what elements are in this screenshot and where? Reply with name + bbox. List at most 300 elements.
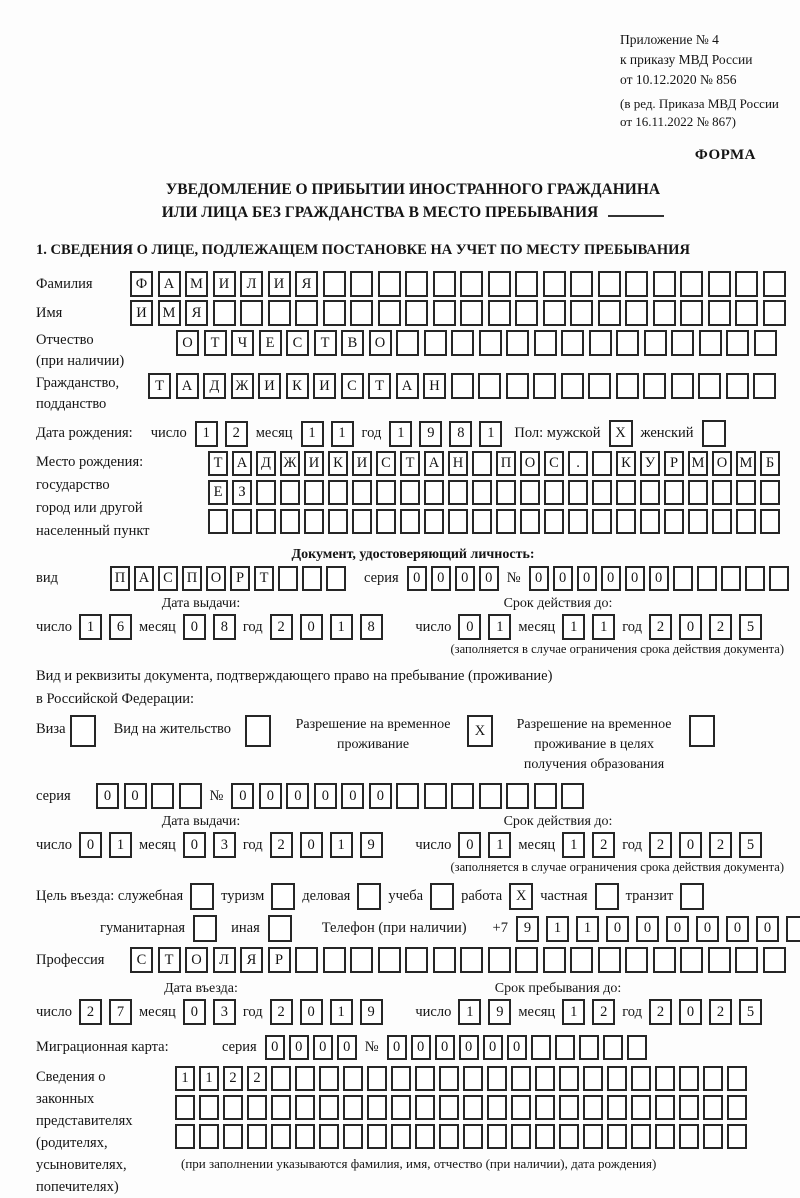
char-cell[interactable]	[735, 947, 758, 973]
char-cell[interactable]	[655, 1095, 675, 1120]
char-cell[interactable]: 0	[407, 566, 427, 591]
char-cell[interactable]	[448, 480, 468, 505]
char-cell[interactable]	[559, 1066, 579, 1091]
char-cell[interactable]: У	[640, 451, 660, 476]
char-cell[interactable]	[786, 916, 800, 942]
char-cell[interactable]: Е	[259, 330, 282, 356]
char-cell[interactable]	[506, 373, 529, 399]
char-cell[interactable]	[511, 1066, 531, 1091]
char-cell[interactable]: 0	[435, 1035, 455, 1060]
char-cell[interactable]: 0	[679, 614, 702, 640]
char-cell[interactable]	[175, 1095, 195, 1120]
char-cell[interactable]: Д	[203, 373, 226, 399]
char-cell[interactable]	[223, 1095, 243, 1120]
char-cell[interactable]	[598, 300, 621, 326]
char-cell[interactable]	[179, 783, 202, 809]
char-cell[interactable]: З	[232, 480, 252, 505]
char-cell[interactable]: 1	[330, 999, 353, 1025]
doc-type-field[interactable]	[110, 566, 346, 591]
char-cell[interactable]: 0	[300, 832, 323, 858]
char-cell[interactable]	[376, 509, 396, 534]
char-cell[interactable]	[460, 300, 483, 326]
char-cell[interactable]: 0	[231, 783, 254, 809]
char-cell[interactable]	[280, 480, 300, 505]
char-cell[interactable]: 0	[411, 1035, 431, 1060]
char-cell[interactable]	[378, 947, 401, 973]
char-cell[interactable]: А	[424, 451, 444, 476]
char-cell[interactable]: И	[130, 300, 153, 326]
char-cell[interactable]	[631, 1124, 651, 1149]
char-cell[interactable]: 0	[507, 1035, 527, 1060]
char-cell[interactable]: 2	[592, 999, 615, 1025]
char-cell[interactable]	[544, 509, 564, 534]
char-cell[interactable]: А	[232, 451, 252, 476]
char-cell[interactable]	[653, 300, 676, 326]
char-cell[interactable]	[535, 1124, 555, 1149]
char-cell[interactable]	[433, 271, 456, 297]
char-cell[interactable]	[378, 271, 401, 297]
char-cell[interactable]	[643, 373, 666, 399]
char-cell[interactable]	[295, 947, 318, 973]
char-cell[interactable]	[515, 271, 538, 297]
char-cell[interactable]: Л	[240, 271, 263, 297]
char-cell[interactable]: А	[158, 271, 181, 297]
char-cell[interactable]: 2	[649, 832, 672, 858]
char-cell[interactable]: И	[304, 451, 324, 476]
char-cell[interactable]	[424, 509, 444, 534]
char-cell[interactable]: 0	[79, 832, 102, 858]
char-cell[interactable]: 0	[483, 1035, 503, 1060]
char-cell[interactable]	[323, 271, 346, 297]
char-cell[interactable]: 0	[265, 1035, 285, 1060]
char-cell[interactable]: 0	[337, 1035, 357, 1060]
char-cell[interactable]	[616, 480, 636, 505]
char-cell[interactable]: 0	[606, 916, 629, 942]
purpose-tourism-checkbox[interactable]	[271, 883, 295, 910]
char-cell[interactable]: 2	[709, 614, 732, 640]
char-cell[interactable]: 2	[709, 832, 732, 858]
char-cell[interactable]: О	[369, 330, 392, 356]
char-cell[interactable]: А	[396, 373, 419, 399]
char-cell[interactable]	[350, 300, 373, 326]
char-cell[interactable]: 1	[546, 916, 569, 942]
char-cell[interactable]	[680, 300, 703, 326]
char-cell[interactable]: Р	[664, 451, 684, 476]
char-cell[interactable]	[727, 1124, 747, 1149]
char-cell[interactable]	[271, 1095, 291, 1120]
char-cell[interactable]: С	[130, 947, 153, 973]
char-cell[interactable]	[631, 1066, 651, 1091]
char-cell[interactable]: 2	[223, 1066, 243, 1091]
char-cell[interactable]: 0	[183, 832, 206, 858]
char-cell[interactable]	[769, 566, 789, 591]
char-cell[interactable]	[583, 1095, 603, 1120]
char-cell[interactable]	[664, 509, 684, 534]
char-cell[interactable]: С	[544, 451, 564, 476]
char-cell[interactable]	[487, 1124, 507, 1149]
mig-number-field[interactable]	[387, 1035, 647, 1060]
entry-month-field[interactable]	[183, 999, 236, 1025]
char-cell[interactable]	[607, 1124, 627, 1149]
char-cell[interactable]	[727, 1066, 747, 1091]
char-cell[interactable]	[352, 480, 372, 505]
char-cell[interactable]	[295, 300, 318, 326]
char-cell[interactable]: 0	[649, 566, 669, 591]
purpose-other-checkbox[interactable]	[268, 915, 292, 942]
purpose-business-checkbox[interactable]	[357, 883, 381, 910]
char-cell[interactable]: О	[712, 451, 732, 476]
char-cell[interactable]	[350, 947, 373, 973]
char-cell[interactable]: 2	[649, 999, 672, 1025]
char-cell[interactable]: Ж	[280, 451, 300, 476]
char-cell[interactable]: 0	[679, 832, 702, 858]
char-cell[interactable]	[515, 300, 538, 326]
char-cell[interactable]	[568, 480, 588, 505]
char-cell[interactable]	[559, 1095, 579, 1120]
char-cell[interactable]	[698, 373, 721, 399]
char-cell[interactable]: 0	[459, 1035, 479, 1060]
char-cell[interactable]	[561, 373, 584, 399]
char-cell[interactable]	[583, 1066, 603, 1091]
char-cell[interactable]	[350, 271, 373, 297]
char-cell[interactable]	[396, 783, 419, 809]
char-cell[interactable]	[496, 509, 516, 534]
char-cell[interactable]: 0	[458, 832, 481, 858]
doc-issue-day-field[interactable]	[79, 614, 132, 640]
char-cell[interactable]	[391, 1124, 411, 1149]
char-cell[interactable]	[488, 300, 511, 326]
char-cell[interactable]	[472, 480, 492, 505]
char-cell[interactable]: 1	[562, 999, 585, 1025]
char-cell[interactable]: 0	[666, 916, 689, 942]
char-cell[interactable]: 1	[331, 421, 354, 447]
char-cell[interactable]	[625, 947, 648, 973]
char-cell[interactable]	[673, 566, 693, 591]
char-cell[interactable]: 1	[488, 832, 511, 858]
char-cell[interactable]: .	[568, 451, 588, 476]
doc-issue-month-field[interactable]	[183, 614, 236, 640]
char-cell[interactable]	[405, 947, 428, 973]
char-cell[interactable]: 5	[739, 832, 762, 858]
char-cell[interactable]: 2	[270, 614, 293, 640]
citizenship-field[interactable]	[148, 373, 776, 399]
char-cell[interactable]	[664, 480, 684, 505]
char-cell[interactable]	[763, 947, 786, 973]
char-cell[interactable]: Я	[185, 300, 208, 326]
birthplace-field-row1[interactable]	[208, 451, 780, 476]
char-cell[interactable]	[592, 480, 612, 505]
char-cell[interactable]	[460, 947, 483, 973]
char-cell[interactable]: 8	[213, 614, 236, 640]
char-cell[interactable]: К	[328, 451, 348, 476]
char-cell[interactable]	[520, 480, 540, 505]
char-cell[interactable]	[671, 373, 694, 399]
char-cell[interactable]	[679, 1066, 699, 1091]
char-cell[interactable]: 1	[562, 614, 585, 640]
char-cell[interactable]	[559, 1124, 579, 1149]
char-cell[interactable]	[543, 300, 566, 326]
char-cell[interactable]: 0	[529, 566, 549, 591]
char-cell[interactable]	[644, 330, 667, 356]
birth-year-field[interactable]	[389, 421, 502, 447]
char-cell[interactable]	[655, 1066, 675, 1091]
birthplace-field-row3[interactable]	[208, 509, 780, 534]
char-cell[interactable]	[496, 480, 516, 505]
char-cell[interactable]	[487, 1066, 507, 1091]
char-cell[interactable]	[199, 1124, 219, 1149]
char-cell[interactable]: И	[352, 451, 372, 476]
char-cell[interactable]: 3	[213, 999, 236, 1025]
char-cell[interactable]	[735, 271, 758, 297]
char-cell[interactable]	[555, 1035, 575, 1060]
char-cell[interactable]	[451, 783, 474, 809]
char-cell[interactable]: К	[286, 373, 309, 399]
permit-series-field[interactable]	[96, 783, 202, 809]
char-cell[interactable]: 0	[124, 783, 147, 809]
char-cell[interactable]	[451, 373, 474, 399]
char-cell[interactable]: 0	[479, 566, 499, 591]
char-cell[interactable]: 0	[300, 999, 323, 1025]
char-cell[interactable]	[506, 783, 529, 809]
char-cell[interactable]	[463, 1124, 483, 1149]
char-cell[interactable]	[175, 1124, 195, 1149]
char-cell[interactable]	[589, 330, 612, 356]
char-cell[interactable]	[439, 1066, 459, 1091]
purpose-humanitarian-checkbox[interactable]	[193, 915, 217, 942]
char-cell[interactable]: 2	[79, 999, 102, 1025]
patronymic-field[interactable]	[176, 330, 777, 356]
phone-field[interactable]	[516, 916, 800, 942]
char-cell[interactable]: А	[134, 566, 154, 591]
char-cell[interactable]: А	[176, 373, 199, 399]
char-cell[interactable]: 1	[301, 421, 324, 447]
residence-permit-checkbox[interactable]	[245, 715, 271, 747]
char-cell[interactable]: Т	[148, 373, 171, 399]
entry-day-field[interactable]	[79, 999, 132, 1025]
char-cell[interactable]	[448, 509, 468, 534]
char-cell[interactable]: М	[185, 271, 208, 297]
char-cell[interactable]	[631, 1095, 651, 1120]
char-cell[interactable]: М	[688, 451, 708, 476]
char-cell[interactable]	[535, 1095, 555, 1120]
char-cell[interactable]	[680, 947, 703, 973]
char-cell[interactable]: В	[341, 330, 364, 356]
representatives-field-row3[interactable]	[175, 1124, 747, 1149]
char-cell[interactable]: 9	[360, 832, 383, 858]
char-cell[interactable]: Т	[158, 947, 181, 973]
char-cell[interactable]	[607, 1066, 627, 1091]
char-cell[interactable]	[367, 1095, 387, 1120]
char-cell[interactable]	[515, 947, 538, 973]
char-cell[interactable]: 7	[109, 999, 132, 1025]
char-cell[interactable]	[570, 300, 593, 326]
char-cell[interactable]	[415, 1095, 435, 1120]
birth-day-field[interactable]	[195, 421, 248, 447]
char-cell[interactable]	[405, 300, 428, 326]
char-cell[interactable]	[616, 509, 636, 534]
permit-number-field[interactable]	[231, 783, 584, 809]
char-cell[interactable]: 1	[195, 421, 218, 447]
char-cell[interactable]: 0	[387, 1035, 407, 1060]
char-cell[interactable]	[699, 330, 722, 356]
char-cell[interactable]	[570, 271, 593, 297]
char-cell[interactable]: Ф	[130, 271, 153, 297]
char-cell[interactable]	[343, 1095, 363, 1120]
char-cell[interactable]	[712, 509, 732, 534]
char-cell[interactable]	[487, 1095, 507, 1120]
visa-checkbox[interactable]	[70, 715, 96, 747]
char-cell[interactable]: 1	[488, 614, 511, 640]
char-cell[interactable]	[726, 373, 749, 399]
char-cell[interactable]	[543, 271, 566, 297]
char-cell[interactable]	[472, 509, 492, 534]
char-cell[interactable]	[328, 480, 348, 505]
char-cell[interactable]	[598, 271, 621, 297]
char-cell[interactable]: Т	[368, 373, 391, 399]
char-cell[interactable]	[391, 1066, 411, 1091]
char-cell[interactable]: 2	[247, 1066, 267, 1091]
char-cell[interactable]	[680, 271, 703, 297]
profession-field[interactable]	[130, 947, 786, 973]
representatives-field-row2[interactable]	[175, 1095, 747, 1120]
char-cell[interactable]	[213, 300, 236, 326]
char-cell[interactable]	[544, 480, 564, 505]
char-cell[interactable]	[256, 509, 276, 534]
char-cell[interactable]: О	[185, 947, 208, 973]
char-cell[interactable]: 9	[488, 999, 511, 1025]
char-cell[interactable]: 0	[96, 783, 119, 809]
char-cell[interactable]	[400, 509, 420, 534]
char-cell[interactable]: Н	[423, 373, 446, 399]
purpose-study-checkbox[interactable]	[430, 883, 454, 910]
char-cell[interactable]: 2	[270, 999, 293, 1025]
char-cell[interactable]	[424, 330, 447, 356]
char-cell[interactable]: Д	[256, 451, 276, 476]
birthplace-field-row2[interactable]	[208, 480, 780, 505]
char-cell[interactable]: 0	[756, 916, 779, 942]
char-cell[interactable]: 1	[576, 916, 599, 942]
char-cell[interactable]: Н	[448, 451, 468, 476]
char-cell[interactable]: О	[176, 330, 199, 356]
char-cell[interactable]: П	[496, 451, 516, 476]
char-cell[interactable]	[703, 1124, 723, 1149]
char-cell[interactable]	[319, 1095, 339, 1120]
char-cell[interactable]: Т	[204, 330, 227, 356]
char-cell[interactable]	[271, 1124, 291, 1149]
char-cell[interactable]	[688, 480, 708, 505]
char-cell[interactable]: 1	[458, 999, 481, 1025]
char-cell[interactable]: 0	[314, 783, 337, 809]
char-cell[interactable]: К	[616, 451, 636, 476]
char-cell[interactable]	[625, 300, 648, 326]
char-cell[interactable]	[433, 300, 456, 326]
char-cell[interactable]	[688, 509, 708, 534]
char-cell[interactable]: 1	[389, 421, 412, 447]
char-cell[interactable]: 0	[300, 614, 323, 640]
char-cell[interactable]: 1	[330, 614, 353, 640]
char-cell[interactable]	[708, 947, 731, 973]
surname-field[interactable]	[130, 271, 786, 297]
char-cell[interactable]	[367, 1124, 387, 1149]
permit-valid-month-field[interactable]	[562, 832, 615, 858]
char-cell[interactable]	[671, 330, 694, 356]
char-cell[interactable]	[703, 1066, 723, 1091]
char-cell[interactable]	[592, 451, 612, 476]
char-cell[interactable]	[745, 566, 765, 591]
permit-issue-day-field[interactable]	[79, 832, 132, 858]
char-cell[interactable]: Ч	[231, 330, 254, 356]
char-cell[interactable]	[326, 566, 346, 591]
char-cell[interactable]: 0	[369, 783, 392, 809]
char-cell[interactable]	[640, 509, 660, 534]
char-cell[interactable]: С	[341, 373, 364, 399]
char-cell[interactable]: 0	[289, 1035, 309, 1060]
permit-valid-day-field[interactable]	[458, 832, 511, 858]
char-cell[interactable]	[415, 1066, 435, 1091]
char-cell[interactable]: Т	[254, 566, 274, 591]
char-cell[interactable]	[232, 509, 252, 534]
char-cell[interactable]: 0	[431, 566, 451, 591]
char-cell[interactable]: 1	[79, 614, 102, 640]
char-cell[interactable]: С	[286, 330, 309, 356]
char-cell[interactable]	[479, 783, 502, 809]
doc-issue-year-field[interactable]	[270, 614, 383, 640]
char-cell[interactable]	[151, 783, 174, 809]
char-cell[interactable]	[376, 480, 396, 505]
char-cell[interactable]	[616, 330, 639, 356]
char-cell[interactable]: 1	[562, 832, 585, 858]
char-cell[interactable]: Р	[268, 947, 291, 973]
char-cell[interactable]	[736, 509, 756, 534]
char-cell[interactable]	[391, 1095, 411, 1120]
char-cell[interactable]: 9	[419, 421, 442, 447]
stay-day-field[interactable]	[458, 999, 511, 1025]
char-cell[interactable]	[278, 566, 298, 591]
char-cell[interactable]	[472, 451, 492, 476]
char-cell[interactable]	[726, 330, 749, 356]
entry-year-field[interactable]	[270, 999, 383, 1025]
char-cell[interactable]	[323, 947, 346, 973]
char-cell[interactable]	[653, 947, 676, 973]
sex-female-checkbox[interactable]	[702, 420, 726, 447]
char-cell[interactable]	[378, 300, 401, 326]
char-cell[interactable]: 0	[183, 614, 206, 640]
char-cell[interactable]: О	[206, 566, 226, 591]
char-cell[interactable]	[280, 509, 300, 534]
char-cell[interactable]: Т	[314, 330, 337, 356]
doc-valid-month-field[interactable]	[562, 614, 615, 640]
char-cell[interactable]: И	[313, 373, 336, 399]
char-cell[interactable]	[328, 509, 348, 534]
stay-year-field[interactable]	[649, 999, 762, 1025]
char-cell[interactable]	[568, 509, 588, 534]
char-cell[interactable]	[302, 566, 322, 591]
char-cell[interactable]	[343, 1066, 363, 1091]
char-cell[interactable]: 5	[739, 999, 762, 1025]
char-cell[interactable]	[439, 1124, 459, 1149]
char-cell[interactable]: 9	[516, 916, 539, 942]
char-cell[interactable]	[703, 1095, 723, 1120]
char-cell[interactable]: Ж	[231, 373, 254, 399]
permit-issue-month-field[interactable]	[183, 832, 236, 858]
char-cell[interactable]	[708, 300, 731, 326]
char-cell[interactable]: Б	[760, 451, 780, 476]
char-cell[interactable]: 2	[592, 832, 615, 858]
char-cell[interactable]: 5	[739, 614, 762, 640]
char-cell[interactable]: Т	[208, 451, 228, 476]
char-cell[interactable]	[640, 480, 660, 505]
char-cell[interactable]	[240, 300, 263, 326]
